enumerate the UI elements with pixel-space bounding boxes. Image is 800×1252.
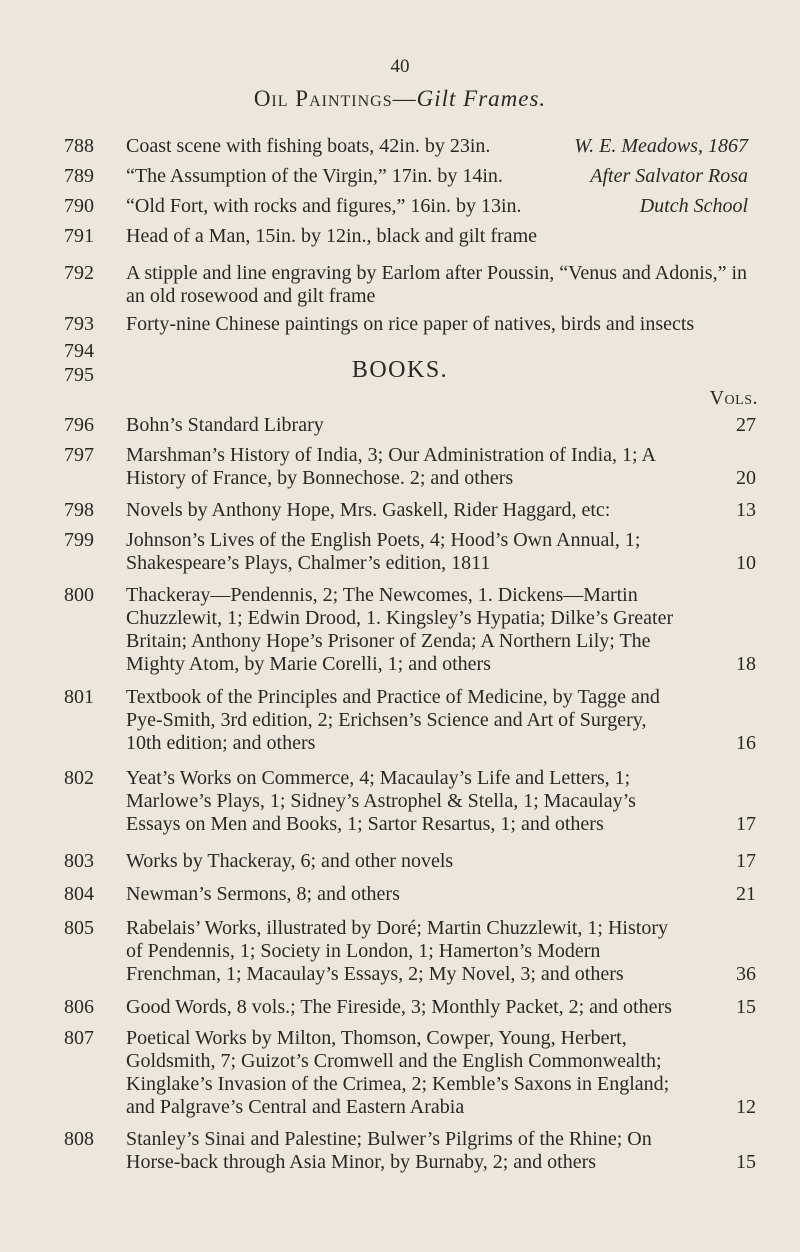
lot-description: Good Words, 8 vols.; The Fireside, 3; Monthly Packet, 2; and others [126,996,672,1018]
page-number: 40 [390,56,410,77]
lot-attribution: W. E. Meadows, 1867 [574,135,748,157]
lot-vols: 27 [736,414,756,436]
lot-number: 795 [64,364,94,386]
lot-description: A stipple and line engraving by Earlom after Poussin, “Venus and Adonis,” in an old rosewood and gilt frame [126,262,748,307]
lot-number: 793 [64,313,94,335]
lot-description: Novels by Anthony Hope, Mrs. Gaskell, Rider Haggard, etc: [126,499,611,521]
lot-vols: 15 [736,996,756,1018]
lot-number: 806 [64,996,94,1018]
lot-attribution: After Salvator Rosa [590,165,748,187]
lot-number: 789 [64,165,94,187]
section-heading [0,86,800,112]
lot-vols: 18 [736,653,756,675]
lot-description: “Old Fort, with rocks and figures,” 16in. by 13in. [126,195,522,217]
lot-number: 807 [64,1027,94,1049]
lot-vols: 17 [736,850,756,872]
lot-number: 790 [64,195,94,217]
lot-description: Rabelais’ Works, illustrated by Doré; Martin Chuzzlewit, 1; History of Pendennis, 1; Society in London, 1; Hamerton’s Modern Frenchman, 1; Macaulay’s Essays, 2; My Novel, 3; and others [126,917,668,985]
lot-description: Marshman’s History of India, 3; Our Administration of India, 1; A History of France, by Bonnechose. 2; and others [126,444,655,489]
heading-dash: — [392,86,417,111]
lot-vols: 13 [736,499,756,521]
heading-sub: Gilt Frames. [416,86,547,111]
lot-number: 788 [64,135,94,157]
lot-description: Newman’s Sermons, 8; and others [126,883,400,905]
lot-number: 797 [64,444,94,466]
lot-number: 800 [64,584,94,606]
lot-vols: 16 [736,732,756,754]
lot-description: Forty-nine Chinese paintings on rice paper of natives, birds and insects [126,313,695,335]
lot-vols: 36 [736,963,756,985]
lot-vols: 20 [736,467,756,489]
lot-description: “The Assumption of the Virgin,” 17in. by 14in. [126,165,503,187]
lot-number: 799 [64,529,94,551]
lot-description: Head of a Man, 15in. by 12in., black and gilt frame [126,225,537,247]
lot-number: 808 [64,1128,94,1150]
lot-description: Thackeray—Pendennis, 2; The Newcomes, 1. Dickens—Martin Chuzzlewit, 1; Edwin Drood, 1. Kingsley’s Hypatia; Dilke’s Greater Britain; Anthony Hope’s Prisoner of Zenda; A Northern Lily; The Mighty Atom, by Marie Corelli, 1; and others [126,584,674,675]
heading-main: Oil Paintings [253,86,393,111]
lot-description: Bohn’s Standard Library [126,414,324,436]
lot-vols: 15 [736,1151,756,1173]
lot-description: Poetical Works by Milton, Thomson, Cowper, Young, Herbert, Goldsmith, 7; Guizot’s Cromwell and the English Commonwealth; Kinglake’s Invasion of the Crimea, 2; Kemble’s Saxons in England; and Palgrave’s Central and Eastern Arabia [126,1027,670,1118]
lot-vols: 17 [736,813,756,835]
books-heading: BOOKS. [351,357,449,383]
lot-description: Works by Thackeray, 6; and other novels [126,850,454,872]
lot-number: 798 [64,499,94,521]
lot-number: 791 [64,225,94,247]
lot-description: Coast scene with fishing boats, 42in. by 23in. [126,135,491,157]
lot-number: 794 [64,340,94,362]
lot-description: Stanley’s Sinai and Palestine; Bulwer’s Pilgrims of the Rhine; On Horse-back through Asia Minor, by Burnaby, 2; and others [126,1128,652,1173]
lot-vols: 21 [736,883,756,905]
lot-attribution: Dutch School [639,195,748,217]
lot-number: 805 [64,917,94,939]
vols-heading: Vols. [709,387,758,409]
lot-vols: 10 [736,552,756,574]
lot-number: 796 [64,414,94,436]
lot-description: Johnson’s Lives of the English Poets, 4; Hood’s Own Annual, 1; Shakespeare’s Plays, Chalmer’s edition, 1811 [126,529,641,574]
lot-number: 804 [64,883,94,905]
lot-description: Textbook of the Principles and Practice of Medicine, by Tagge and Pye-Smith, 3rd edition, 2; Erichsen’s Science and Art of Surgery, 10th edition; and others [126,686,660,754]
lot-number: 792 [64,262,94,284]
lot-number: 801 [64,686,94,708]
lot-number: 803 [64,850,94,872]
lot-vols: 12 [736,1096,756,1118]
lot-number: 802 [64,767,94,789]
lot-description: Yeat’s Works on Commerce, 4; Macaulay’s Life and Letters, 1; Marlowe’s Plays, 1; Sidney’s Astrophel & Stella, 1; Macaulay’s Essays on Men and Books, 1; Sartor Resartus, 1; and others [126,767,636,835]
